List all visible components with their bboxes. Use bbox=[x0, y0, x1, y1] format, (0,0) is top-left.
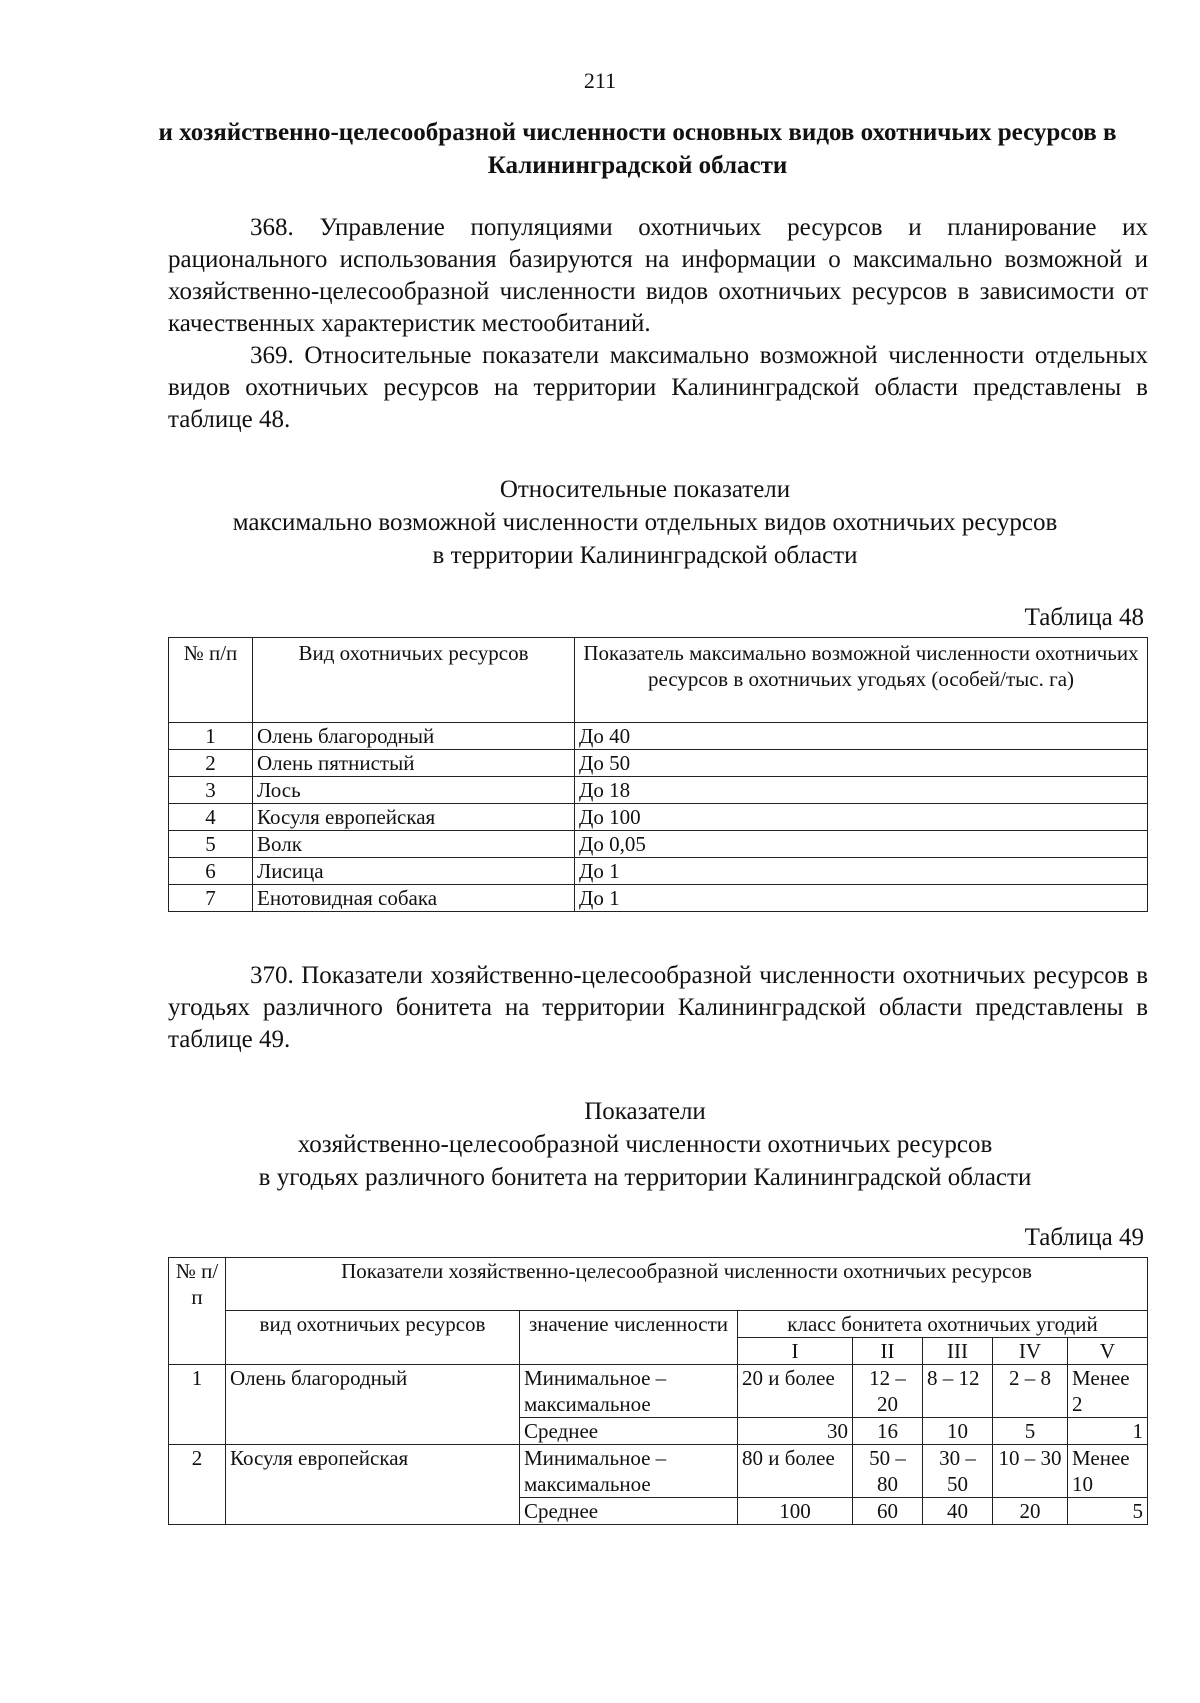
cell-value: До 50 bbox=[575, 750, 1148, 777]
table48-title-line: максимально возможной численности отдельных видов охотничьих ресурсов bbox=[232, 509, 1058, 536]
cell-species: Лось bbox=[253, 777, 575, 804]
cell-value: До 1 bbox=[575, 885, 1148, 912]
cell-num: 2 bbox=[169, 1445, 226, 1525]
page-number: 211 bbox=[583, 68, 617, 93]
header-class: V bbox=[1068, 1338, 1148, 1365]
cell-class-value: 40 bbox=[923, 1498, 993, 1525]
header-num: № п/п bbox=[169, 638, 253, 723]
header-value-type: значение численности bbox=[520, 1311, 738, 1365]
cell-num: 5 bbox=[169, 831, 253, 858]
cell-class-value: 8 – 12 bbox=[923, 1365, 993, 1418]
cell-class-value: 100 bbox=[738, 1498, 853, 1525]
cell-species: Енотовидная собака bbox=[253, 885, 575, 912]
table-row bbox=[169, 858, 1148, 885]
cell-value: До 18 bbox=[575, 777, 1148, 804]
header-group: Показатели хозяйственно-целесообразной численности охотничьих ресурсов bbox=[226, 1258, 1148, 1311]
header-class: III bbox=[923, 1338, 993, 1365]
cell-class-value: 20 и более bbox=[738, 1365, 853, 1418]
cell-class-value: 2 – 8 bbox=[993, 1365, 1068, 1418]
header-class: II bbox=[853, 1338, 923, 1365]
section-heading: и хозяйственно-целесообразной численности основных видов охотничьих ресурсов в Калининградской области bbox=[158, 119, 1117, 179]
header-species: Вид охотничьих ресурсов bbox=[253, 638, 575, 723]
cell-value-type: Минимальное – максимальное bbox=[520, 1445, 738, 1498]
table48-label: Таблица 48 bbox=[1024, 604, 1144, 631]
cell-value: До 40 bbox=[575, 723, 1148, 750]
table49-subheader-row bbox=[169, 1311, 1148, 1338]
table-row bbox=[169, 750, 1148, 777]
cell-value: До 1 bbox=[575, 858, 1148, 885]
cell-class-value: 30 – 50 bbox=[923, 1445, 993, 1498]
table49-header-row bbox=[169, 1258, 1148, 1311]
paragraph-370: 370. Показатели хозяйственно-целесообразной численности охотничьих ресурсов в угодьях различного бонитета на территории Калининградской области представлены в таблице 49. bbox=[168, 962, 1148, 1053]
cell-class-value: 10 – 30 bbox=[993, 1445, 1068, 1498]
cell-class-value: 5 bbox=[993, 1418, 1068, 1445]
header-class: IV bbox=[993, 1338, 1068, 1365]
table-row bbox=[169, 723, 1148, 750]
cell-class-value: 10 bbox=[923, 1418, 993, 1445]
table48-title-line: Относительные показатели bbox=[499, 476, 791, 503]
cell-value: До 0,05 bbox=[575, 831, 1148, 858]
table48-header-row bbox=[169, 638, 1148, 723]
cell-class-value: 20 bbox=[993, 1498, 1068, 1525]
cell-num: 7 bbox=[169, 885, 253, 912]
paragraph-368: 368. Управление популяциями охотничьих ресурсов и планирование их рационального использования базируются на информации о максимально возможной и хозяйственно-целесообразной численности видов охотничьих ресурсов в зависимости от качественных характеристик местообитаний. bbox=[168, 214, 1148, 337]
table49-title-line: в угодьях различного бонитета на территории Калининградской области bbox=[258, 1164, 1032, 1191]
cell-species: Косуля европейская bbox=[226, 1445, 520, 1525]
cell-num: 1 bbox=[169, 1365, 226, 1445]
table-row bbox=[169, 777, 1148, 804]
header-class: I bbox=[738, 1338, 853, 1365]
table-row bbox=[169, 1445, 1148, 1498]
cell-class-value: 80 и более bbox=[738, 1445, 853, 1498]
header-species: вид охотничьих ресурсов bbox=[226, 1311, 520, 1365]
cell-num: 1 bbox=[169, 723, 253, 750]
table48-title bbox=[150, 473, 1140, 572]
paragraph-369: 369. Относительные показатели максимально возможной численности отдельных видов охотничьих ресурсов на территории Калининградской области представлены в таблице 48. bbox=[168, 342, 1148, 433]
cell-species: Олень благородный bbox=[226, 1365, 520, 1445]
table-row bbox=[169, 885, 1148, 912]
header-num: № п/п bbox=[169, 1258, 226, 1365]
table48-title-line: в территории Калининградской области bbox=[432, 542, 858, 569]
cell-class-value: 60 bbox=[853, 1498, 923, 1525]
cell-class-value: 5 bbox=[1068, 1498, 1148, 1525]
cell-class-value: 12 – 20 bbox=[853, 1365, 923, 1418]
table49-title-line: хозяйственно-целесообразной численности охотничьих ресурсов bbox=[297, 1131, 993, 1158]
cell-species: Олень благородный bbox=[253, 723, 575, 750]
cell-num: 2 bbox=[169, 750, 253, 777]
cell-class-value: 1 bbox=[1068, 1418, 1148, 1445]
table-row bbox=[169, 804, 1148, 831]
cell-class-value: 16 bbox=[853, 1418, 923, 1445]
cell-value: До 100 bbox=[575, 804, 1148, 831]
cell-class-value: Менее 10 bbox=[1068, 1445, 1148, 1498]
cell-num: 4 bbox=[169, 804, 253, 831]
cell-species: Олень пятнистый bbox=[253, 750, 575, 777]
table49-label: Таблица 49 bbox=[1024, 1224, 1144, 1251]
cell-species: Косуля европейская bbox=[253, 804, 575, 831]
cell-num: 6 bbox=[169, 858, 253, 885]
cell-value-type: Минимальное – максимальное bbox=[520, 1365, 738, 1418]
cell-species: Волк bbox=[253, 831, 575, 858]
table49-title bbox=[150, 1095, 1140, 1194]
cell-num: 3 bbox=[169, 777, 253, 804]
cell-species: Лисица bbox=[253, 858, 575, 885]
header-class-group: класс бонитета охотничьих угодий bbox=[738, 1311, 1148, 1338]
cell-value-type: Среднее bbox=[520, 1418, 738, 1445]
table48 bbox=[168, 637, 1148, 912]
cell-class-value: 30 bbox=[738, 1418, 853, 1445]
header-value: Показатель максимально возможной численности охотничьих ресурсов в охотничьих угодьях (особей/тыс. га) bbox=[575, 638, 1148, 723]
table-row bbox=[169, 831, 1148, 858]
table-row bbox=[169, 1365, 1148, 1418]
cell-value-type: Среднее bbox=[520, 1498, 738, 1525]
table49-title-line: Показатели bbox=[584, 1098, 706, 1125]
cell-class-value: 50 – 80 bbox=[853, 1445, 923, 1498]
table49 bbox=[168, 1257, 1148, 1525]
cell-class-value: Менее 2 bbox=[1068, 1365, 1148, 1418]
